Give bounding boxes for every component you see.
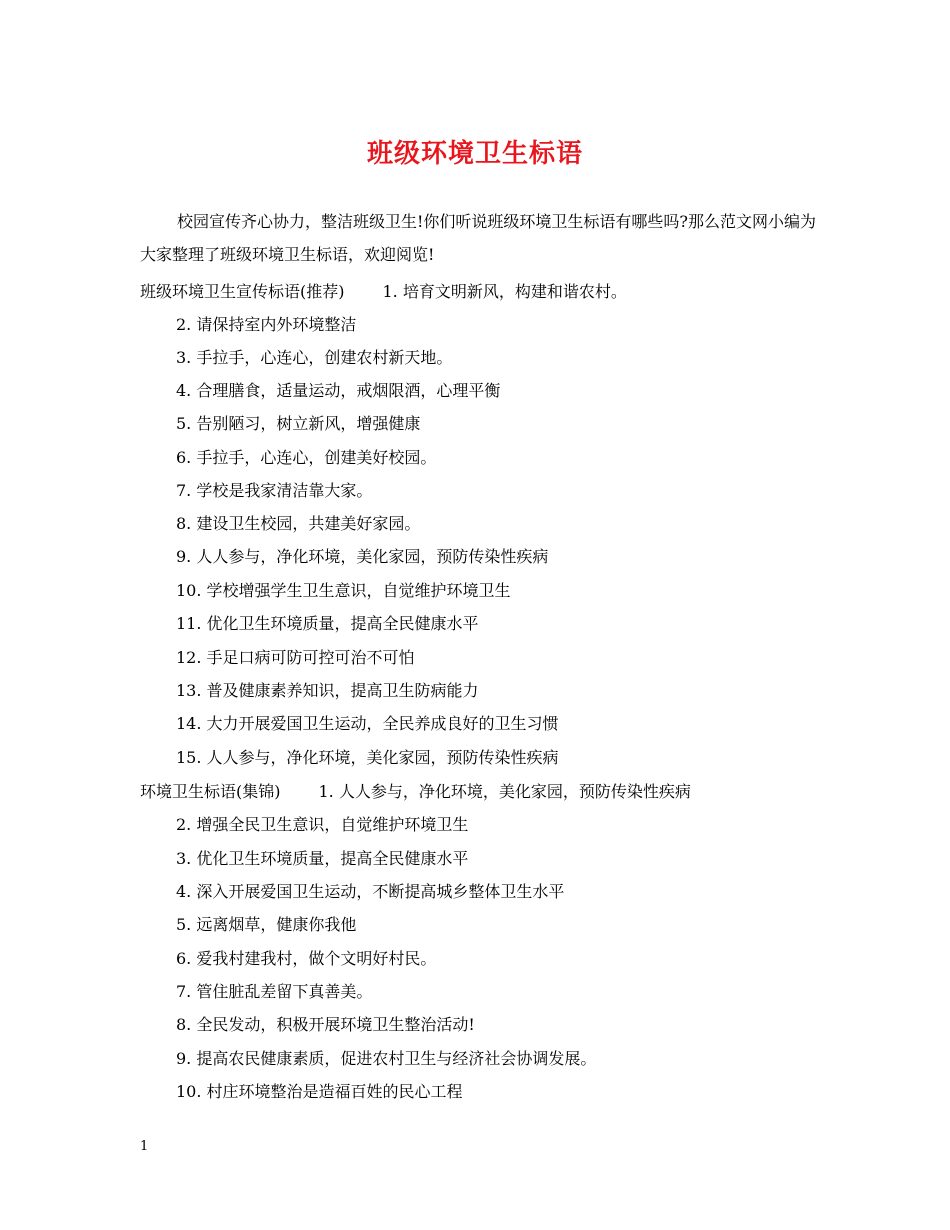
section1-first-item: 1. 培育文明新风，构建和谐农村。	[382, 282, 627, 301]
list-item: 3. 优化卫生环境质量，提高全民健康水平	[176, 849, 469, 868]
list-item: 5. 告别陋习，树立新风，增强健康	[176, 414, 421, 433]
intro-paragraph: 校园宣传齐心协力，整洁班级卫生!你们听说班级环境卫生标语有哪些吗?那么范文网小编为大家整理了班级环境卫生标语，欢迎阅览!	[140, 212, 817, 264]
section2-heading-line	[140, 782, 691, 802]
list-item: 10. 村庄环境整治是造福百姓的民心工程	[176, 1082, 463, 1101]
list-item: 4. 合理膳食，适量运动，戒烟限酒，心理平衡	[176, 381, 501, 400]
list-item: 15. 人人参与，净化环境，美化家园，预防传染性疾病	[176, 748, 559, 767]
list-item: 7. 管住脏乱差留下真善美。	[176, 982, 373, 1001]
list-item: 7. 学校是我家清洁靠大家。	[176, 481, 373, 500]
list-item: 3. 手拉手，心连心，创建农村新天地。	[176, 348, 453, 367]
document-title: 班级环境卫生标语	[366, 139, 583, 169]
list-item: 8. 建设卫生校园，共建美好家园。	[176, 514, 421, 533]
list-item: 6. 爱我村建我村，做个文明好村民。	[176, 949, 437, 968]
list-item: 6. 手拉手，心连心，创建美好校园。	[176, 448, 437, 467]
list-item: 11. 优化卫生环境质量，提高全民健康水平	[176, 614, 479, 633]
list-item: 10. 学校增强学生卫生意识，自觉维护环境卫生	[176, 581, 511, 600]
list-item: 8. 全民发动，积极开展环境卫生整治活动!	[176, 1015, 475, 1034]
list-item: 14. 大力开展爱国卫生运动，全民养成良好的卫生习惯	[176, 714, 559, 733]
list-item: 4. 深入开展爱国卫生运动，不断提高城乡整体卫生水平	[176, 882, 565, 901]
page-number: 1	[140, 1139, 149, 1154]
list-item: 2. 请保持室内外环境整洁	[176, 315, 357, 334]
section2-first-item: 1. 人人参与，净化环境，美化家园，预防传染性疾病	[318, 782, 691, 801]
section2-heading: 环境卫生标语(集锦)	[140, 782, 281, 801]
section1-heading: 班级环境卫生宣传标语(推荐)	[140, 282, 345, 301]
list-item: 13. 普及健康素养知识，提高卫生防病能力	[176, 681, 479, 700]
list-item: 2. 增强全民卫生意识，自觉维护环境卫生	[176, 815, 469, 834]
list-item: 12. 手足口病可防可控可治不可怕	[176, 648, 415, 667]
section1-heading-line	[140, 282, 627, 302]
list-item: 9. 人人参与，净化环境，美化家园，预防传染性疾病	[176, 547, 549, 566]
list-item: 9. 提高农民健康素质，促进农村卫生与经济社会协调发展。	[176, 1049, 597, 1068]
list-item: 5. 远离烟草，健康你我他	[176, 915, 357, 934]
